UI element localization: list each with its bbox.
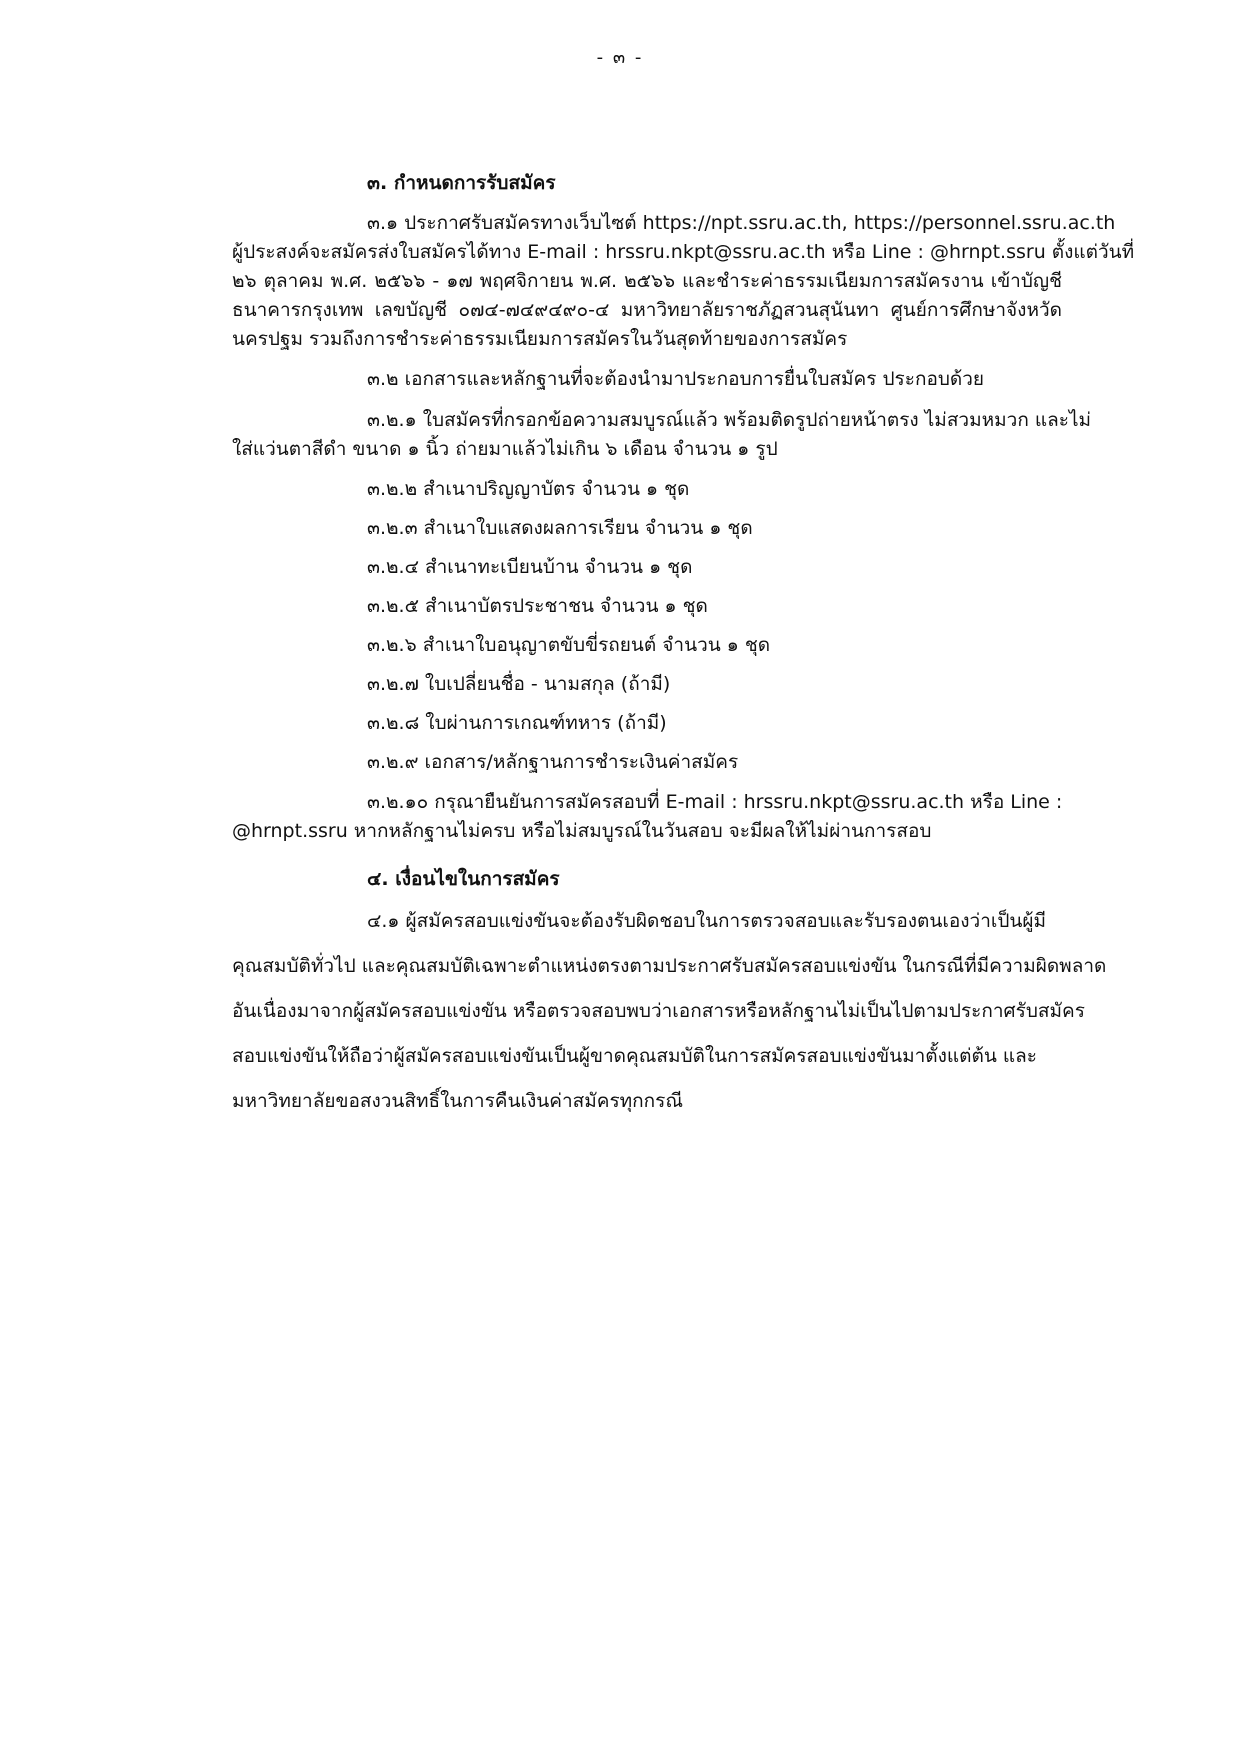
paragraph-4-1-line-4: สอบแข่งขันให้ถือว่าผู้สมัครสอบแข่งขันเป็นผู้ขาดคุณสมบัติในการสมัครสอบแข่งขันมาตั้งแต่ต้น และ [232, 1045, 1037, 1067]
item-3-2-3: ๓.๒.๓ สำเนาใบแสดงผลการเรียน จำนวน ๑ ชุด [367, 517, 753, 539]
paragraph-3-2: ๓.๒ เอกสารและหลักฐานที่จะต้องนำมาประกอบการยื่นใบสมัคร ประกอบด้วย [367, 368, 985, 390]
paragraph-3-1-line-3: ๒๖ ตุลาคม พ.ศ. ๒๕๖๖ - ๑๗ พฤศจิกายน พ.ศ. ๒๕๖๖ และชำระค่าธรรมเนียมการสมัครงาน เข้าบัญชี [232, 270, 1062, 292]
item-3-2-10-line-1: ๓.๒.๑๐ กรุณายืนยันการสมัครสอบที่ E-mail : hrssru.nkpt@ssru.ac.th หรือ Line : [367, 791, 1063, 813]
item-3-2-4: ๓.๒.๔ สำเนาทะเบียนบ้าน จำนวน ๑ ชุด [367, 556, 693, 578]
item-3-2-7: ๓.๒.๗ ใบเปลี่ยนชื่อ - นามสกุล (ถ้ามี) [367, 673, 671, 695]
item-3-2-10-line-2: @hrnpt.ssru หากหลักฐานไม่ครบ หรือไม่สมบูรณ์ในวันสอบ จะมีผลให้ไม่ผ่านการสอบ [232, 820, 932, 842]
paragraph-4-1-line-3: อันเนื่องมาจากผู้สมัครสอบแข่งขัน หรือตรวจสอบพบว่าเอกสารหรือหลักฐานไม่เป็นไปตามประกาศรับสมัคร [232, 1000, 1085, 1022]
paragraph-3-1-line-2: ผู้ประสงค์จะสมัครส่งใบสมัครได้ทาง E-mail : hrssru.nkpt@ssru.ac.th หรือ Line : @hrnpt.ssru ตั้งแต่วันที่ [232, 241, 1135, 263]
item-3-2-6: ๓.๒.๖ สำเนาใบอนุญาตขับขี่รถยนต์ จำนวน ๑ ชุด [367, 634, 771, 656]
paragraph-3-1-line-5: นครปฐม รวมถึงการชำระค่าธรรมเนียมการสมัครในวันสุดท้ายของการสมัคร [232, 328, 848, 350]
item-3-2-1-line-1: ๓.๒.๑ ใบสมัครที่กรอกข้อความสมบูรณ์แล้ว พร้อมติดรูปถ่ายหน้าตรง ไม่สวมหมวก และไม่ [367, 409, 1092, 431]
item-3-2-5: ๓.๒.๕ สำเนาบัตรประชาชน จำนวน ๑ ชุด [367, 595, 708, 617]
section-4-heading: ๔. เงื่อนไขในการสมัคร [367, 868, 560, 890]
page-number: - ๓ - [596, 47, 644, 68]
item-3-2-2: ๓.๒.๒ สำเนาปริญญาบัตร จำนวน ๑ ชุด [367, 478, 690, 500]
paragraph-4-1-line-5: มหาวิทยาลัยขอสงวนสิทธิ์ในการคืนเงินค่าสมัครทุกกรณี [232, 1090, 684, 1112]
item-3-2-8: ๓.๒.๘ ใบผ่านการเกณฑ์ทหาร (ถ้ามี) [367, 712, 667, 734]
item-3-2-1-line-2: ใส่แว่นตาสีดำ ขนาด ๑ นิ้ว ถ่ายมาแล้วไม่เกิน ๖ เดือน จำนวน ๑ รูป [232, 438, 778, 460]
paragraph-3-1-line-1: ๓.๑ ประกาศรับสมัครทางเว็บไซต์ https://npt.ssru.ac.th, https://personnel.ssru.ac.th [367, 212, 1116, 234]
paragraph-4-1-line-2: คุณสมบัติทั่วไป และคุณสมบัติเฉพาะตำแหน่งตรงตามประกาศรับสมัครสอบแข่งขัน ในกรณีที่มีความผิดพลาด [232, 955, 1107, 977]
item-3-2-9: ๓.๒.๙ เอกสาร/หลักฐานการชำระเงินค่าสมัคร [367, 751, 739, 773]
section-3-heading: ๓. กำหนดการรับสมัคร [367, 172, 556, 194]
paragraph-3-1-line-4: ธนาคารกรุงเทพ เลขบัญชี ๐๗๔-๗๔๙๔๙๐-๔ มหาวิทยาลัยราชภัฏสวนสุนันทา ศูนย์การศึกษาจังหวัด [232, 299, 1062, 321]
paragraph-4-1-line-1: ๔.๑ ผู้สมัครสอบแข่งขันจะต้องรับผิดชอบในการตรวจสอบและรับรองตนเองว่าเป็นผู้มี [367, 910, 1047, 932]
